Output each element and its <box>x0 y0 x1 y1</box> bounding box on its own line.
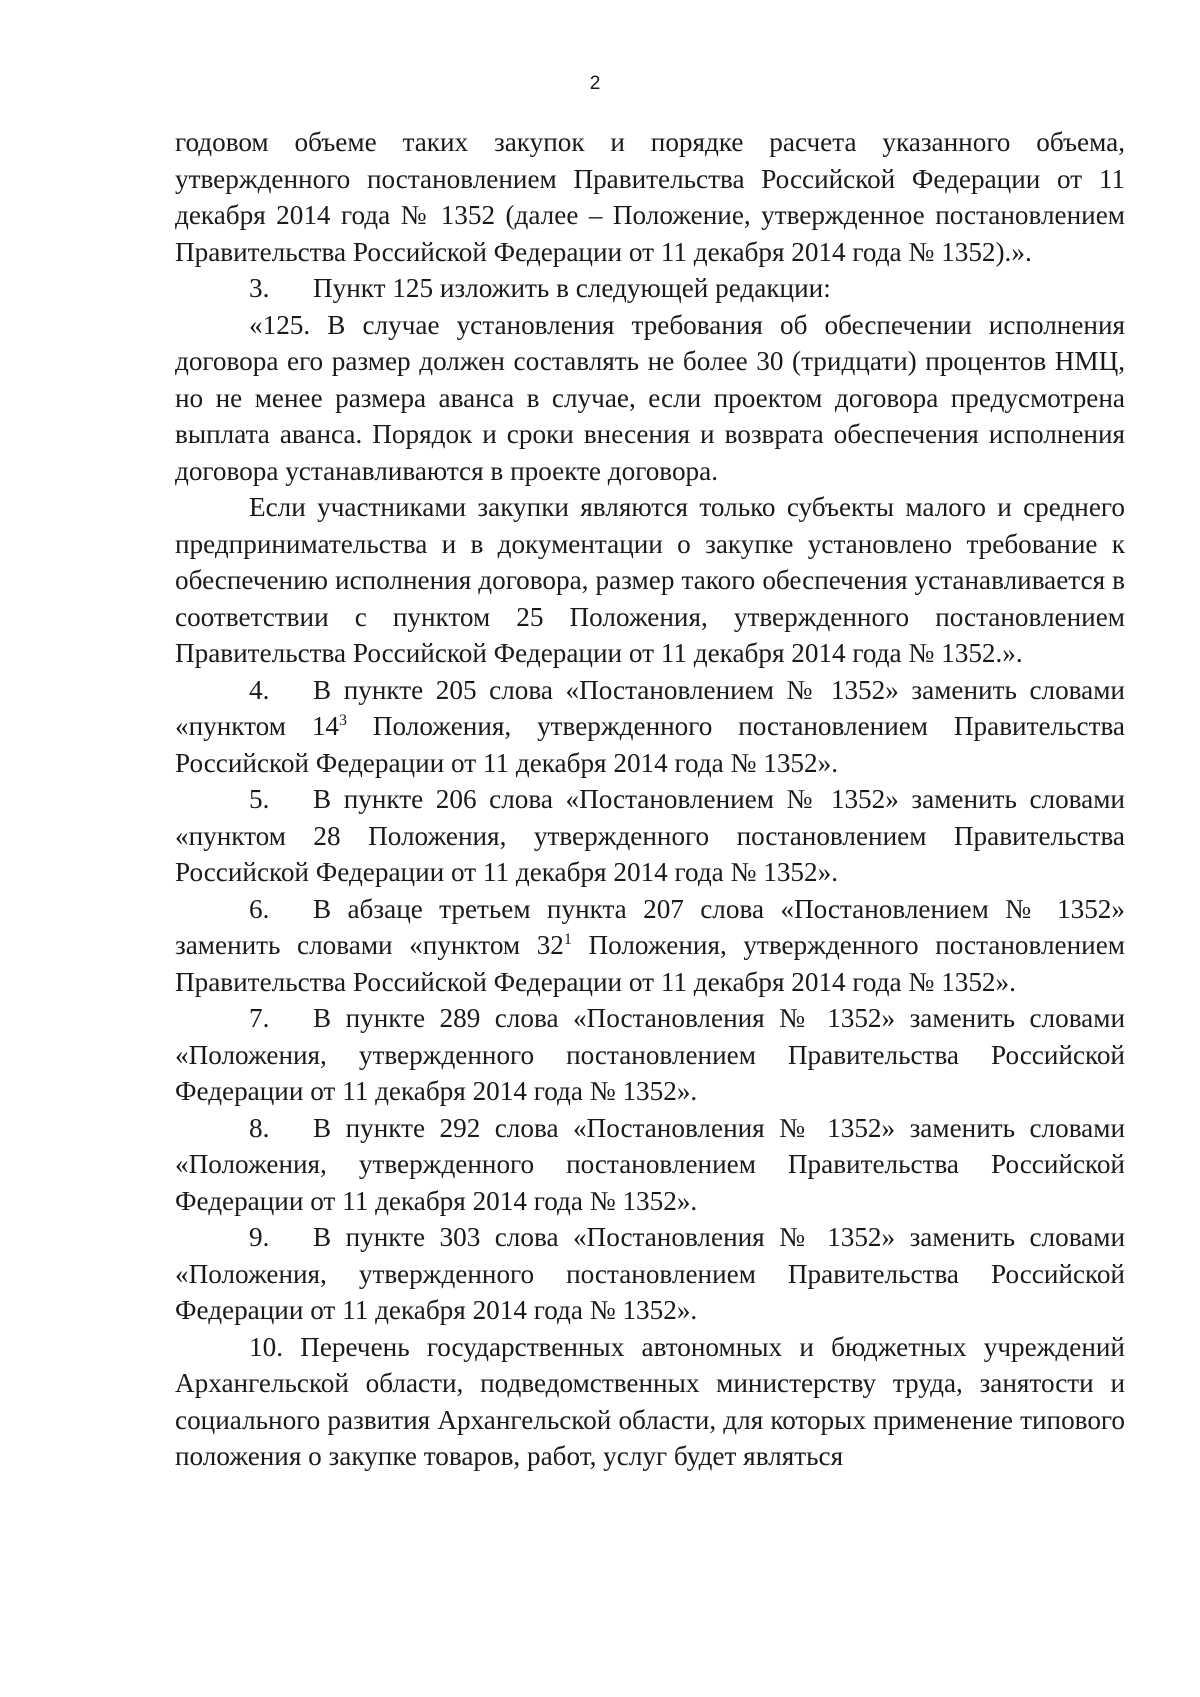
item-text: В пункте 303 слова «Постановления № 1352» заменить словами «Положения, утвержденного постановлением Правительства Российской Федерации от 11 декабря 2014 года № 1352». <box>175 1222 1125 1325</box>
paragraph-clause-125: «125. В случае установления требования об обеспечении исполнения договора его размер должен составлять не более 30 (тридцати) процентов НМЦ, но не менее размера аванса в случае, если проектом договора предусмотрена выплата аванса. Порядок и сроки внесения и возврата обеспечения исполнения договора устанавливаются в проекте договора. <box>175 309 1125 486</box>
item-number: 3. <box>249 273 270 303</box>
item-number: 8. <box>249 1112 270 1143</box>
paragraph-item-9 <box>175 1219 1125 1329</box>
item-text: В пункте 206 слова «Постановлением № 1352» заменить словами «пунктом 28 Положения, утвержденного постановлением Правительства Российской Федерации от 11 декабря 2014 года № 1352». <box>175 784 1125 887</box>
paragraph-item-10: 10. Перечень государственных автономных и бюджетных учреждений Архангельской области, подведомственных министерству труда, занятости и социального развития Архангельской области, для которых применение типового положения о закупке товаров, работ, услуг будет являться <box>175 1331 1125 1471</box>
paragraph-item-5 <box>175 781 1125 891</box>
paragraph-smb-clause: Если участниками закупки являются только субъекты малого и среднего предпринимательства и в документации о закупке установлено требование к обеспечению исполнения договора, размер такого обеспечения устанавливается в соответствии с пунктом 25 Положения, утвержденного постановлением Правительства Российской Федерации от 11 декабря 2014 года № 1352.». <box>175 492 1125 668</box>
paragraph-item-7 <box>175 1000 1125 1110</box>
superscript: 3 <box>339 712 348 729</box>
item-text: Положения, утвержденного постановлением Правительства Российской Федерации от 11 декабря 2014 года № 1352». <box>175 711 1125 778</box>
item-text: В пункте 205 слова «Постановлением № 1352» заменить словами «пунктом 14 <box>175 674 1125 741</box>
item-number: 6. <box>249 893 270 924</box>
item-text: Положения, утвержденного постановлением Правительства Российской Федерации от 11 декабря 2014 года № 1352». <box>175 930 1125 997</box>
item-text: В абзаце третьем пункта 207 слова «Постановлением № 1352» заменить словами «пунктом 32 <box>175 893 1125 960</box>
paragraph-item-4 <box>175 672 1125 782</box>
item-number: 5. <box>249 784 270 814</box>
paragraph-item-3 <box>175 270 1125 307</box>
paragraph-item-6 <box>175 891 1125 1001</box>
paragraph-continuation: годовом объеме таких закупок и порядке расчета указанного объема, утвержденного постановлением Правительства Российской Федерации от 11 декабря 2014 года № 1352 (далее – Положение, утвержденное постановлением Правительства Российской Федерации от 11 декабря 2014 года № 1352).». <box>175 127 1125 267</box>
item-number: 9. <box>249 1222 270 1252</box>
superscript: 1 <box>563 931 572 948</box>
document-body <box>175 124 1125 1475</box>
item-text: В пункте 292 слова «Постановления № 1352» заменить словами «Положения, утвержденного постановлением Правительства Российской Федерации от 11 декабря 2014 года № 1352». <box>175 1112 1125 1216</box>
item-text: Пункт 125 изложить в следующей редакции: <box>313 273 831 303</box>
item-number: 7. <box>249 1003 270 1033</box>
item-number: 4. <box>249 674 270 705</box>
paragraph-item-8 <box>175 1110 1125 1220</box>
page-number: 2 <box>589 73 601 94</box>
item-text: В пункте 289 слова «Постановления № 1352» заменить словами «Положения, утвержденного постановлением Правительства Российской Федерации от 11 декабря 2014 года № 1352». <box>175 1003 1125 1106</box>
